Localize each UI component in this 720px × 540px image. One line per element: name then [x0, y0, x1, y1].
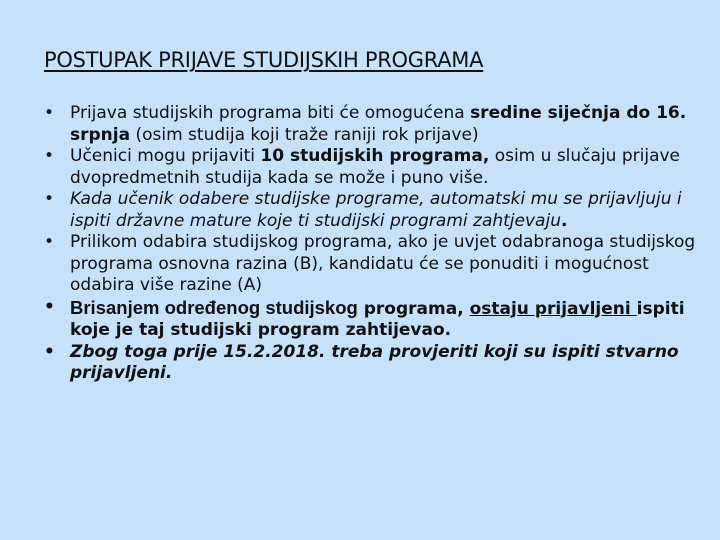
bullet-item [44, 189, 708, 232]
bullet-emphasis: Brisanjem određenog studijskog [70, 296, 358, 318]
bullet-text: osim u slučaju prijave dvopredmetnih studija kada se može i puno više. [70, 146, 681, 188]
bullet-item [44, 232, 708, 297]
bullet-emphasis: sredine siječnja do 16. srpnja [70, 103, 687, 145]
bullet-item [44, 342, 708, 385]
bullet-item [44, 103, 708, 146]
bullet-emphasis: 10 studijskih programa, [260, 146, 490, 166]
bullet-text: (osim studija koji traže raniji rok prijave) [130, 124, 479, 145]
bullet-period: . [560, 210, 568, 231]
bullet-item [44, 146, 708, 189]
bullet-text: programa, [357, 298, 470, 319]
bullet-list [44, 103, 708, 385]
bullet-text: Učenici mogu prijaviti [70, 146, 261, 166]
bullet-underlined: ostaju prijavljeni [469, 298, 637, 319]
bullet-text: ispiti koje je taj studijski program zahtijevao. [70, 298, 685, 340]
slide-title: POSTUPAK PRIJAVE STUDIJSKIH PROGRAMA [44, 48, 484, 72]
bullet-text: Prijava studijskih programa biti će omogućena [70, 103, 471, 123]
bullet-item [44, 297, 708, 342]
bullet-text: Zbog toga prije 15.2.2018. treba provjeriti koji su ispiti stvarno prijavljeni. [70, 341, 679, 383]
bullet-text: Kada učenik odabere studijske programe, automatski mu se prijavljuju i ispiti državne mature koje ti studijski programi zahtjevaju [70, 189, 682, 231]
bullet-text: Prilikom odabira studijskog programa, ako je uvjet odabranoga studijskog programa osnovna razina (B), kandidatu će se ponuditi i mogućnost odabira više razine (A) [70, 232, 696, 295]
